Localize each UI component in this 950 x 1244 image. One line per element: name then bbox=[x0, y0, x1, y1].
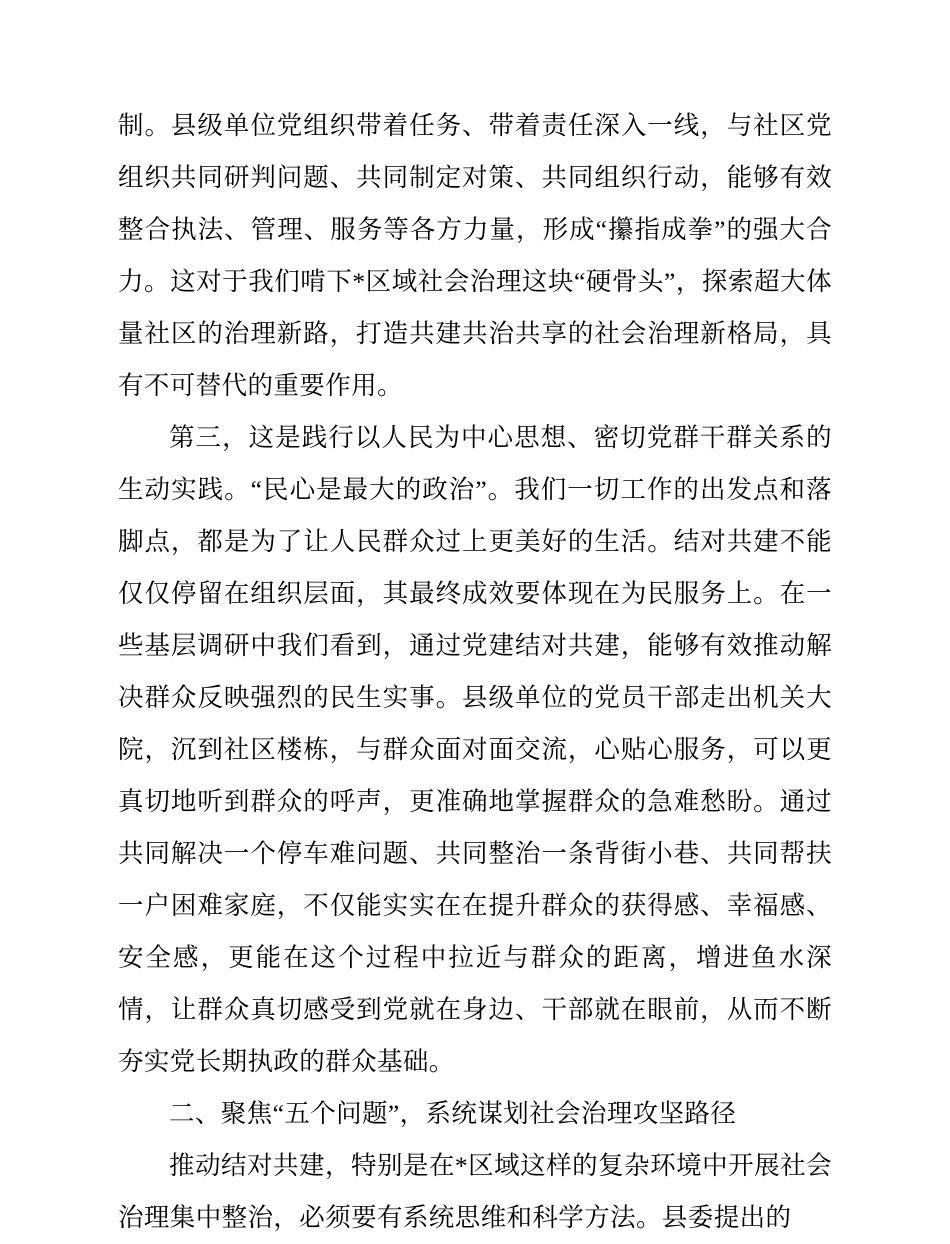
paragraph-4: 推动结对共建，特别是在*区域这样的复杂环境中开展社会治理集中整治，必须要有系统思维和科学方法。县委提出的 bbox=[118, 1151, 832, 1232]
paragraph-heading-2: 二、聚焦“五个问题”，系统谋划社会治理攻坚路径 bbox=[169, 1099, 737, 1128]
document-body bbox=[118, 100, 832, 1244]
paragraph-2: 第三，这是践行以人民为中心思想、密切党群干群关系的生动实践。“民心是最大的政治”。我们一切工作的出发点和落脚点，都是为了让人民群众过上更美好的生活。结对共建不能仅仅停留在组织层面，其最终成效要体现在为民服务上。在一些基层调研中我们看到，通过党建结对共建，能够有效推动解决群众反映强烈的民生实事。县级单位的党员干部走出机关大院，沉到社区楼栋，与群众面对面交流，心贴心服务，可以更真切地听到群众的呼声，更准确地掌握群众的急难愁盼。通过共同解决一个停车难问题、共同整治一条背街小巷、共同帮扶一户困难家庭，不仅能实实在在提升群众的获得感、幸福感、安全感，更能在这个过程中拉近与群众的距离，增进鱼水深情，让群众真切感受到党就在身边、干部就在眼前，从而不断夯实党长期执政的群众基础。 bbox=[118, 423, 832, 1076]
paragraph-1: 制。县级单位党组织带着任务、带着责任深入一线，与社区党组织共同研判问题、共同制定对策、共同组织行动，能够有效整合执法、管理、服务等各方力量，形成“攥指成拳”的强大合力。这对于我们啃下*区域社会治理这块“硬骨头”，探索超大体量社区的治理新路，打造共建共治共享的社会治理新格局，具有不可替代的重要作用。 bbox=[118, 111, 832, 400]
